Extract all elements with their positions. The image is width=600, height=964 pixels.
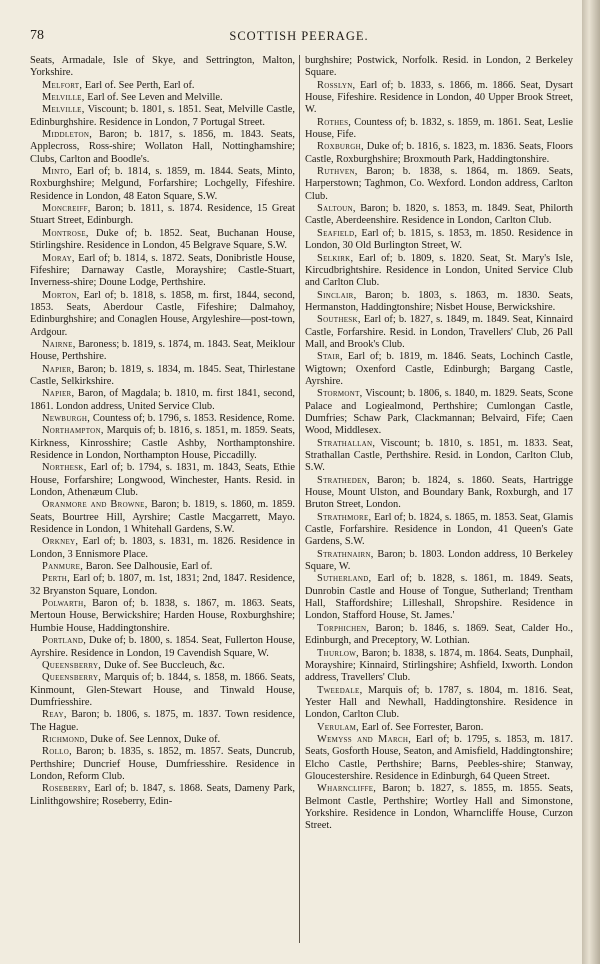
peerage-entry [30, 783, 295, 808]
running-title: SCOTTISH PEERAGE. [229, 29, 369, 43]
peer-title: Northampton, [42, 425, 104, 437]
peer-title: Strathnairn, [317, 548, 374, 560]
left-column [30, 55, 295, 808]
entry-text: Marquis of; b. 1787, s. 1804, m. 1816. Seat, Yester Hall and Newhall, Haddingtonshire. Residence in London, Carlton Club. [305, 684, 573, 721]
peer-title: Northesk, [42, 462, 87, 474]
entry-text: Marquis of; b. 1816, s. 1851, m. 1859. Seats, Kirkness, Kinrosshire; Castle Ashby, Northamptonshire. Residence in London, Northampton House, Piccadilly. [30, 425, 295, 461]
entry-text: Baron. See Dalhousie, Earl of. [85, 561, 213, 573]
peerage-entry [30, 55, 295, 80]
peerage-entry [305, 80, 573, 117]
entry-text: Baron; b. 1824, s. 1860. Seats, Hartrigge House, Mount Ulston, and Boundary Bank, Roxburgh, and 17 Bruton Street, London. [305, 474, 573, 511]
peerage-entry [305, 685, 573, 722]
peerage-entry [30, 709, 295, 734]
peer-title: Stormont, [317, 388, 363, 400]
peerage-entry [305, 314, 573, 351]
peer-title: Roxburgh, [317, 141, 364, 153]
entry-text: burghshire; Postwick, Norfolk. Resid. in London, 2 Berkeley Square. [305, 55, 573, 79]
peer-title: Moncreiff, [42, 203, 91, 215]
entry-text: Countess of; b. 1832, s. 1859, m. 1861. Seat, Leslie House, Fife. [305, 116, 573, 141]
entry-text: Earl of; b. 1819, m. 1846. Seats, Lochinch Castle, Wigtown; Oxenford Castle, Edinburgh; Bargang Castle, Ayrshire. [305, 351, 573, 387]
entry-text: Duke of. See Lennox, Duke of. [90, 733, 221, 745]
peerage-entry [30, 462, 295, 499]
peer-title: Ruthven, [317, 166, 358, 178]
peer-title: Thurlow, [317, 647, 360, 659]
entry-text: Earl of; b. 1828, s. 1861, m. 1849. Seats, Dunrobin Castle and House of Tongue, Sutherland; Trentham Hall, Staffordshire; Lilleshall, Shropshire. Residence in London, Stafford House, St. James.' [305, 573, 573, 622]
entry-text: Duke of; b. 1816, s. 1823, m. 1836. Seats, Floors Castle, Roxburghshire; Broxmouth Park, Haddingtonshire. [305, 141, 573, 165]
peerage-entry [30, 536, 295, 561]
peer-title: Middleton, [42, 129, 93, 141]
right-column [305, 55, 573, 833]
peer-title: Sinclair, [317, 289, 357, 301]
peerage-entry [305, 475, 573, 512]
peer-title: Napier, [42, 388, 75, 400]
entry-text: Baron; b. 1811, s. 1874. Residence, 15 Great Stuart Street, Edinburgh. [30, 203, 295, 227]
entry-text: Baron, of Magdala; b. 1810, m. first 1841, second, 1861. London address, United Service Club. [30, 388, 295, 412]
entry-text: Baron; b. 1835, s. 1852, m. 1857. Seats, Duncrub, Perthshire; Duncrief House, Dumfriesshire. Residence in London, Reform Club. [30, 746, 295, 782]
peerage-entry [30, 561, 295, 573]
peerage-entry [30, 104, 295, 129]
peerage-entry [30, 203, 295, 228]
peerage-entry [305, 203, 573, 228]
entry-text: Earl of; b. 1814, s. 1872. Seats, Donibristle House, Fifeshire; Darnaway Castle, Morayshire; Castle-Stuart, Inverness-shire; Doune Lodge, Perthshire. [30, 252, 295, 289]
peerage-entry [305, 549, 573, 574]
peer-title: Montrose, [42, 227, 89, 239]
peer-title: Selkirk, [317, 252, 354, 264]
entry-text: Earl of; b. 1818, s. 1858, m. first, 1844, second, 1853. Seats, Aberdour Castle, Fifeshire; Dalmahoy, Edinburghshire; and Conaglen House, Argyleshire—post-town, Ardgour. [30, 289, 295, 338]
peerage-entry [305, 648, 573, 685]
peerage-entry [305, 623, 573, 648]
entry-text: Earl of. See Forrester, Baron. [361, 721, 484, 733]
peerage-entry [30, 388, 295, 413]
peer-title: Strathmore, [317, 511, 372, 523]
peer-title: Rosslyn, [317, 79, 356, 91]
entry-text: Earl of; b. 1794, s. 1831, m. 1843, Seats, Ethie House, Forfarshire; Longwood, Winchester, Hants. Resid. in London, Athenæum Club. [30, 462, 295, 499]
peerage-entry [305, 351, 573, 388]
peer-title: Napier, [42, 363, 75, 375]
entry-text: Baron; b. 1803, s. 1863, m. 1830. Seats, Hermanston, Haddingtonshire; Nisbet House, Berwickshire. [305, 289, 573, 313]
entry-text: Viscount; b. 1801, s. 1851. Seat, Melville Castle, Edinburghshire. Residence in London, 7 Portugal Street. [30, 104, 295, 128]
peer-title: Wemyss and March, [317, 733, 412, 745]
entry-text: Duke of; b. 1852. Seat, Buchanan House, Stirlingshire. Residence in London, 45 Belgrave Square, S.W. [30, 227, 295, 252]
peerage-entry [30, 734, 295, 746]
peer-title: Melfort, [42, 79, 83, 91]
entry-text: Marquis of; b. 1844, s. 1858, m. 1866. Seats, Kinmount, Glen-Stewart House, and Tinwald House, Dumfriesshire. [30, 672, 295, 708]
peer-title: Seafield, [317, 227, 358, 239]
peerage-entry [30, 746, 295, 783]
peer-title: Polwarth, [42, 598, 87, 610]
peer-title: Stratheden, [317, 474, 370, 486]
peer-title: Strathallan, [317, 437, 376, 449]
entry-text: Earl of. See Leven and Melville. [87, 92, 223, 104]
peer-title: Nairne, [42, 338, 76, 350]
column-rule [299, 55, 300, 943]
peerage-entry [30, 290, 295, 339]
entry-text: Baron; b. 1838, s. 1874, m. 1864. Seats, Dunphail, Morayshire; Kinnaird, Stirlingshire; Ashfield, Ixworth. London address, Travellers' Club. [305, 647, 573, 684]
peerage-entry [30, 364, 295, 389]
peerage-entry [30, 635, 295, 660]
peer-title: Southesk, [317, 314, 361, 326]
entry-text: Baron of; b. 1838, s. 1867, m. 1863. Seats, Mertoun House, Berwickshire; Harden House, Roxburghshire; Humbie House, Haddingtonshire. [30, 598, 295, 634]
peerage-entry [305, 438, 573, 475]
peer-title: Wharncliffe, [317, 783, 377, 795]
peer-title: Stair, [317, 351, 343, 363]
peerage-entry [305, 573, 573, 622]
peerage-entry [305, 55, 573, 80]
entry-text: Baron; b. 1817, s. 1856, m. 1843. Seats, Applecross, Ross-shire; Wollaton Hall, Nottinghamshire; Clubs, Carlton and Boodle's. [30, 129, 295, 165]
page-header [30, 28, 568, 48]
peerage-entry [305, 512, 573, 549]
entry-text: Baron; b. 1846, s. 1869. Seat, Calder Ho., Edinburgh, and Preceptory, W. Lothian. [305, 622, 573, 647]
entry-text: Earl of; b. 1827, s. 1849, m. 1849. Seat, Kinnaird Castle, Forfarshire. Resid. in London, Travellers' Club, 26 Pall Mall, and Brook's Club. [305, 314, 573, 350]
peerage-entry [305, 166, 573, 203]
peer-title: Roseberry, [42, 783, 91, 795]
peer-title: Oranmore and Browne, [42, 499, 148, 511]
peer-title: Tweedale, [317, 684, 363, 696]
entry-text: Earl of; b. 1807, m. 1st, 1831; 2nd, 1847. Residence, 32 Bryanston Square, London. [30, 573, 295, 597]
peerage-entry [30, 129, 295, 166]
entry-text: Earl of; b. 1847, s. 1868. Seats, Dameny Park, Linlithgowshire; Roseberry, Edin- [30, 783, 295, 807]
peerage-entry [30, 253, 295, 290]
entry-text: Baron; b. 1838, s. 1864, m. 1869. Seats, Harperstown; Taghmon, Co. Wexford. London address, Carlton Club. [305, 166, 573, 202]
entry-text: Viscount; b. 1806, s. 1840, m. 1829. Seats, Scone Palace and Logiealmond, Perthshire; Cumlongan Castle, Dumfries; Schaw Park, Clackmannan; Belvaird, Fife; Caen Wood, Middlesex. [305, 388, 573, 437]
entry-text: Earl of; b. 1814, s. 1859, m. 1844. Seats, Minto, Roxburghshire; Melgund, Forfarshire; Lochgelly, Fifeshire. Residence in London, 48 Eaton Square, S.W. [30, 166, 295, 202]
peer-title: Newburgh, [42, 412, 91, 424]
peer-title: Sutherland, [317, 573, 372, 585]
entry-text: Baron; b. 1806, s. 1875, m. 1837. Town residence, The Hague. [30, 709, 296, 733]
peerage-entry [30, 499, 295, 536]
entry-text: Baron; b. 1819, s. 1834, m. 1845. Seat, Thirlestane Castle, Selkirkshire. [30, 363, 295, 387]
peerage-entry [305, 141, 573, 166]
entry-text: Earl of; b. 1809, s. 1820. Seat, St. Mary's Isle, Kircudbrightshire. Residence in London, United Service Club and Carlton Club. [305, 252, 573, 289]
peer-title: Minto, [42, 166, 73, 178]
peerage-entry [30, 339, 295, 364]
entry-text: Baron; b. 1819, s. 1860, m. 1859. Seats, Bourtree Hill, Ayrshire; Castle Macgarrett, Mayo. Residence in London, 1 Whitehall Gardens, S.W. [30, 499, 295, 536]
peerage-entry [30, 672, 295, 709]
peerage-entry [30, 413, 295, 425]
peerage-entry [30, 92, 295, 104]
peer-title: Queensberry, [42, 672, 102, 684]
peer-title: Queensberry, [42, 659, 102, 671]
peerage-entry [305, 117, 573, 142]
peer-title: Melville, [42, 92, 85, 104]
peerage-entry [30, 598, 295, 635]
peerage-entry [30, 573, 295, 598]
entry-text: Duke of; b. 1800, s. 1854. Seat, Fullerton House, Ayrshire. Residence in London, 19 Cavendish Square, W. [30, 635, 295, 659]
peer-title: Orkney, [42, 536, 79, 548]
peerage-entry [305, 722, 573, 734]
entry-text: Earl of; b. 1795, s. 1853, m. 1817. Seats, Gosforth House, Seaton, and Amisfield, Haddingtonshire; Elcho Castle, Perthshire; Barns, Peebles-shire; Stanway, Gloucestershire. Residence in Edinburgh, 64 Queen Street. [305, 733, 573, 782]
page-edge [582, 0, 600, 964]
entry-text: Earl of; b. 1833, s. 1866, m. 1866. Seat, Dysart House, Fifeshire. Residence in London, 40 Upper Brook Street, W. [305, 79, 573, 116]
entry-text: Countess of; b. 1796, s. 1853. Residence, Rome. [92, 412, 295, 424]
peerage-entry [305, 388, 573, 437]
peer-title: Perth, [42, 573, 71, 585]
entry-text: Seats, Armadale, Isle of Skye, and Settrington, Malton, Yorkshire. [30, 55, 295, 79]
peerage-entry [30, 660, 295, 672]
peer-title: Moray, [42, 252, 75, 264]
peerage-entry [305, 228, 573, 253]
entry-text: Earl of. See Perth, Earl of. [84, 79, 195, 91]
peer-title: Richmond, [42, 733, 88, 745]
entry-text: Viscount; b. 1810, s. 1851, m. 1833. Seat, Strathallan Castle, Perthshire. Resid. in London, Carlton Club, S.W. [305, 437, 573, 474]
peerage-entry [30, 80, 295, 92]
peer-title: Reay, [42, 709, 67, 721]
peer-title: Verulam, [317, 721, 360, 733]
peerage-entry [30, 228, 295, 253]
peer-title: Portland, [42, 635, 87, 647]
page-number: 78 [30, 28, 44, 43]
peerage-entry [305, 783, 573, 832]
peerage-entry [305, 734, 573, 783]
entry-text: Earl of; b. 1803, s. 1831, m. 1826. Residence in London, 3 Ennismore Place. [30, 536, 295, 560]
peerage-entry [30, 425, 295, 462]
entry-text: Duke of. See Buccleuch, &c. [103, 659, 225, 671]
peer-title: Morton, [42, 289, 80, 301]
peerage-entry [30, 166, 295, 203]
entry-text: Baron; b. 1820, s. 1853, m. 1849. Seat, Philorth Castle, Aberdeenshire. Residence in London, Carlton Club. [305, 203, 573, 227]
peer-title: Rollo, [42, 746, 72, 758]
entry-text: Earl of; b. 1815, s. 1853, m. 1850. Residence in London, 30 Old Burlington Street, W. [305, 227, 573, 252]
entry-text: Baron; b. 1827, s. 1855, m. 1855. Seats, Belmont Castle, Perthshire; Wortley Hall and Simonstone, Yorkshire. Residence in London, Wharncliffe House, Curzon Street. [305, 783, 573, 832]
entry-text: Baron; b. 1803. London address, 10 Berkeley Square, W. [305, 548, 573, 573]
entry-text: Baroness; b. 1819, s. 1874, m. 1843. Seat, Meiklour House, Perthshire. [30, 338, 295, 363]
peer-title: Torphichen, [317, 622, 370, 634]
peer-title: Panmure, [42, 561, 84, 573]
peer-title: Melville, [42, 104, 85, 116]
entry-text: Earl of; b. 1824, s. 1865, m. 1853. Seat, Glamis Castle, Forfarshire. Residence in London, 41 Queen's Gate Gardens, S.W. [305, 511, 573, 548]
peer-title: Saltoun, [317, 203, 356, 215]
peerage-entry [305, 253, 573, 290]
peerage-entry [305, 290, 573, 315]
peer-title: Rothes, [317, 116, 352, 128]
